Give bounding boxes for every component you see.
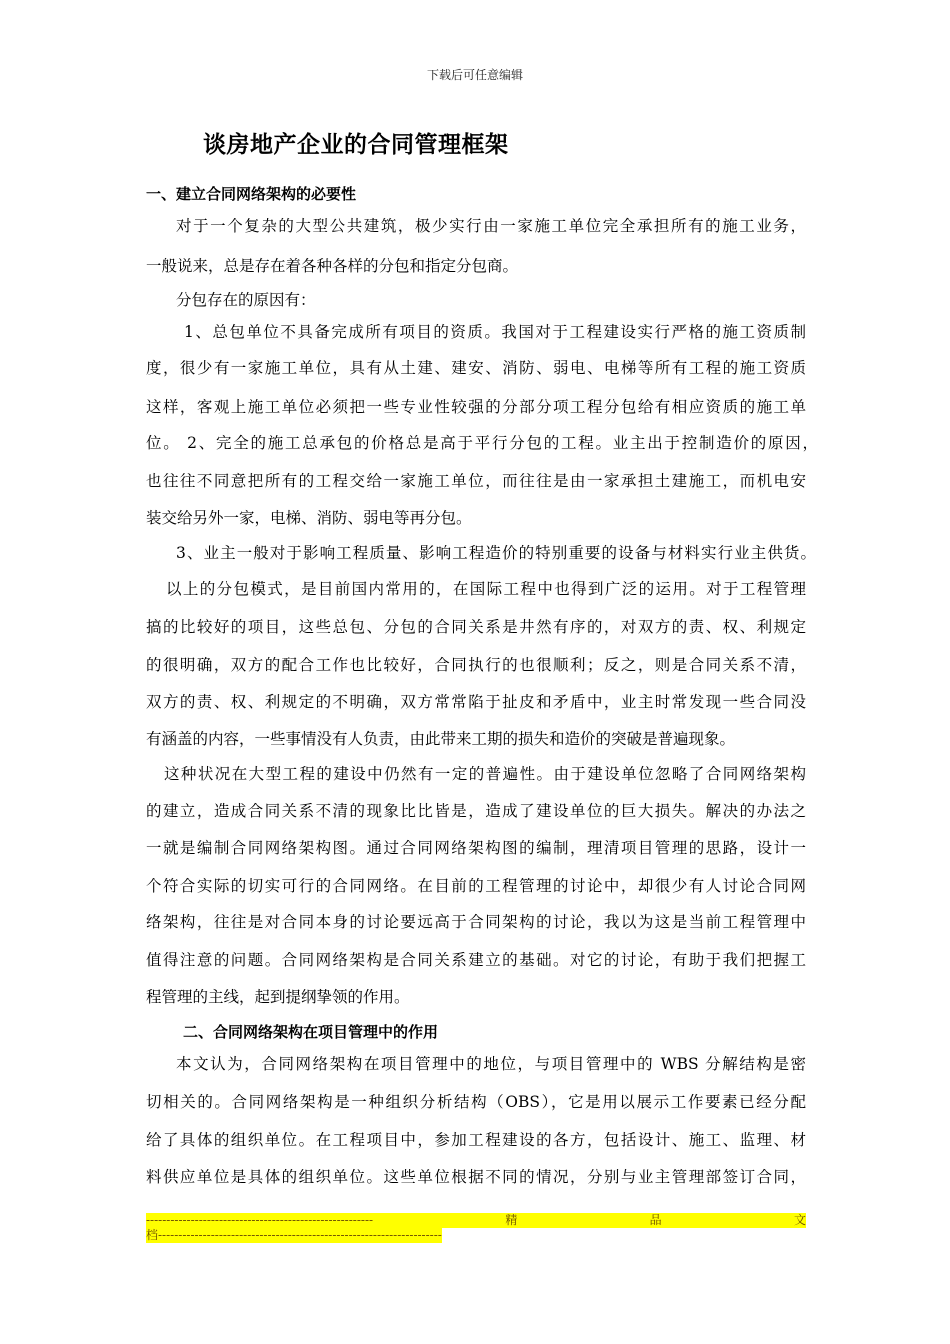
paragraph-line: 的建立，造成合同关系不清的现象比比皆是，造成了建设单位的巨大损失。解决的办法之 <box>146 802 806 820</box>
paragraph-line: 1、总包单位不具备完成所有项目的资质。我国对于工程建设实行严格的施工资质制 <box>184 323 806 341</box>
footer-row-2: 档---------------------------------------------------------------------- <box>146 1228 442 1242</box>
paragraph-line: 本文认为，合同网络架构在项目管理中的地位，与项目管理中的 WBS 分解结构是密 <box>176 1055 806 1073</box>
footer-char: 文 <box>793 1213 806 1227</box>
footer-watermark <box>146 1213 806 1243</box>
paragraph-line: 这样，客观上施工单位必须把一些专业性较强的分部分项工程分包给有相应资质的施工单 <box>146 398 806 416</box>
paragraph-line: 对于一个复杂的大型公共建筑，极少实行由一家施工单位完全承担所有的施工业务， <box>176 217 806 235</box>
section-heading-2: 二、合同网络架构在项目管理中的作用 <box>183 1023 439 1041</box>
paragraph-line: 这种状况在大型工程的建设中仍然有一定的普遍性。由于建设单位忽略了合同网络架构 <box>164 765 806 783</box>
paragraph-line: 给了具体的组织单位。在工程项目中，参加工程建设的各方，包括设计、施工、监理、材 <box>146 1131 806 1149</box>
paragraph-line: 装交给另外一家，电梯、消防、弱电等再分包。 <box>146 509 472 527</box>
paragraph-line: 一般说来，总是存在着各种各样的分包和指定分包商。 <box>146 257 519 275</box>
paragraph-line: 也往往不同意把所有的工程交给一家施工单位，而往往是由一家承担土建施工，而机电安 <box>146 472 806 490</box>
paragraph-line: 一就是编制合同网络架构图。通过合同网络架构图的编制，理清项目管理的思路，设计一 <box>146 839 806 857</box>
paragraph-line: 有涵盖的内容，一些事情没有人负责，由此带来工期的损失和造价的突破是普遍现象。 <box>146 730 736 748</box>
paragraph-line: 分包存在的原因有： <box>176 291 316 309</box>
document-title: 谈房地产企业的合同管理框架 <box>203 132 509 158</box>
section-heading-1: 一、建立合同网络架构的必要性 <box>146 185 357 203</box>
paragraph-line: 双方的责、权、利规定的不明确，双方常常陷于扯皮和矛盾中，业主时常发现一些合同没 <box>146 693 806 711</box>
paragraph-line: 的很明确，双方的配合工作也比较好，合同执行的也很顺利；反之，则是合同关系不清， <box>146 656 806 674</box>
paragraph-line: 值得注意的问题。合同网络架构是合同关系建立的基础。对它的讨论，有助于我们把握工 <box>146 951 806 969</box>
paragraph-line: 料供应单位是具体的组织单位。这些单位根据不同的情况，分别与业主管理部签订合同， <box>146 1168 806 1186</box>
paragraph-line: 个符合实际的切实可行的合同网络。在目前的工程管理的讨论中，却很少有人讨论合同网 <box>146 877 806 895</box>
footer-char: 精 <box>505 1213 518 1227</box>
paragraph-line: 程管理的主线，起到提纲挚领的作用。 <box>146 988 410 1006</box>
paragraph-line: 搞的比较好的项目，这些总包、分包的合同关系是井然有序的，对双方的责、权、利规定 <box>146 618 806 636</box>
paragraph-line: 度，很少有一家施工单位，具有从土建、建安、消防、弱电、电梯等所有工程的施工资质 <box>146 359 806 377</box>
paragraph-line: 位。 2、完全的施工总承包的价格总是高于平行分包的工程。业主出于控制造价的原因， <box>146 434 818 452</box>
header-note: 下载后可任意编辑 <box>426 68 523 82</box>
paragraph-line: 络架构，往往是对合同本身的讨论要远高于合同架构的讨论，我以为这是当前工程管理中 <box>146 913 806 931</box>
footer-char: 品 <box>649 1213 662 1227</box>
paragraph-line: 以上的分包模式，是目前国内常用的，在国际工程中也得到广泛的运用。对于工程管理 <box>166 580 806 598</box>
paragraph-line: 3、业主一般对于影响工程质量、影响工程造价的特别重要的设备与材料实行业主供货。 <box>176 544 816 562</box>
footer-row-1 <box>146 1213 806 1228</box>
paragraph-line: 切相关的。合同网络架构是一种组织分析结构（OBS），它是用以展示工作要素已经分配 <box>146 1093 806 1111</box>
footer-dashes: -------------------------------------------------------- <box>146 1213 374 1227</box>
